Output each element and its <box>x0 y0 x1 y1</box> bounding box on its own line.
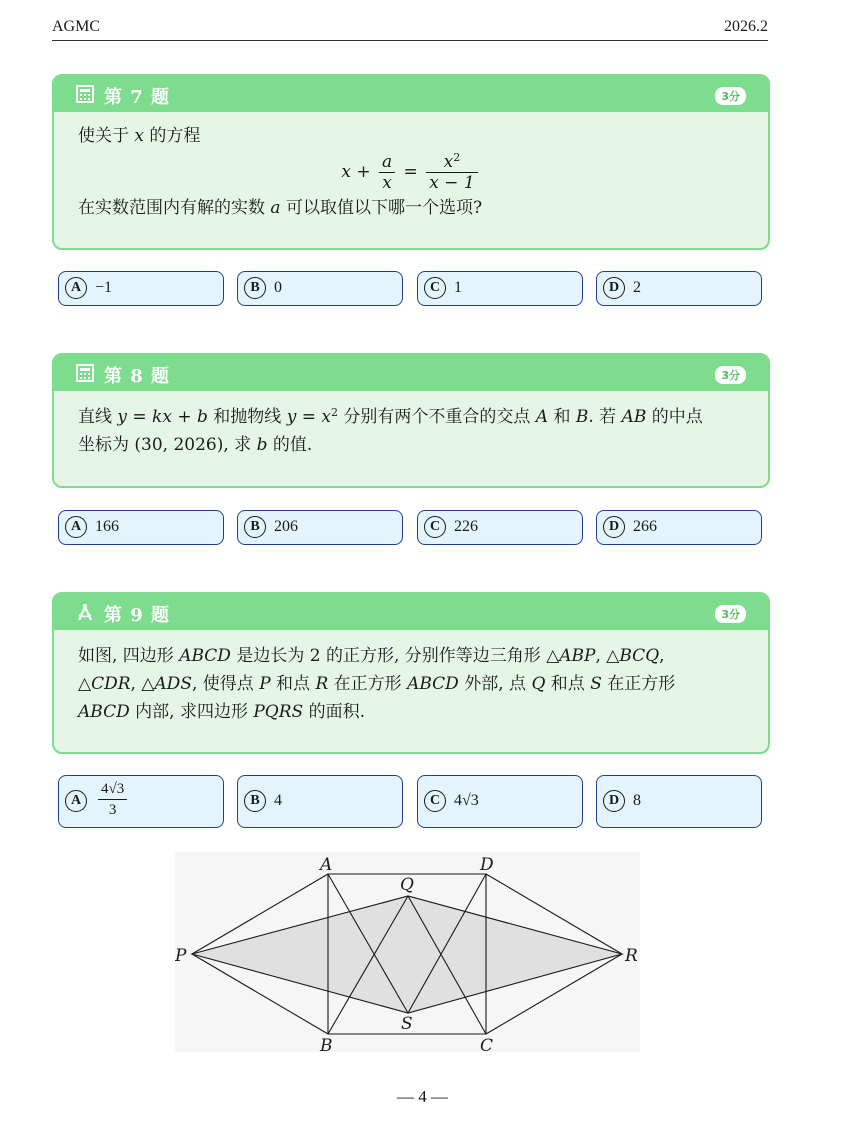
option-value: 0 <box>274 279 282 296</box>
option-value: 266 <box>633 518 657 535</box>
option-letter: B <box>244 277 266 299</box>
frac-den: x <box>382 173 392 193</box>
text: , 使得点 <box>191 674 260 694</box>
text: , <box>659 646 665 666</box>
text: 的方程 <box>144 126 201 146</box>
q8-option-b[interactable] <box>237 510 403 545</box>
q9-option-b[interactable] <box>237 775 403 828</box>
math-var: a <box>270 198 281 218</box>
math-var: x <box>134 126 144 146</box>
math: A <box>535 407 549 427</box>
question-7-body <box>54 112 768 232</box>
option-letter: D <box>603 277 625 299</box>
option-letter: C <box>424 790 446 812</box>
text: 和点 <box>270 674 316 694</box>
math: PQRS <box>253 702 304 722</box>
text: 在正方形 <box>601 674 676 694</box>
text: 和 <box>548 407 576 427</box>
frac-den: 3 <box>108 802 117 818</box>
eq-plus: + <box>350 162 376 182</box>
q8-option-c[interactable] <box>417 510 583 545</box>
math: b <box>256 435 268 455</box>
frac-num: x <box>443 152 454 172</box>
question-8-box <box>52 353 770 488</box>
eq-x: x <box>341 162 351 182</box>
text: 是边长为 2 的正方形, 分别作等边三角形 △ <box>230 646 560 666</box>
page-header <box>52 16 768 41</box>
math: ABCD <box>407 674 459 694</box>
text: 的中点 <box>646 407 703 427</box>
text: 坐标为 (30, 2026), 求 <box>78 435 257 455</box>
text: 如图, 四边形 <box>78 646 180 666</box>
calculator-icon <box>76 85 94 103</box>
option-value: 226 <box>454 518 478 535</box>
points-badge: 3分 <box>715 87 746 105</box>
q7-equation <box>78 150 744 194</box>
q9-line3 <box>78 698 744 726</box>
option-value: 206 <box>274 518 298 535</box>
option-fraction <box>98 779 127 820</box>
option-letter: B <box>244 516 266 538</box>
text: 外部, 点 <box>458 674 532 694</box>
q8-option-d[interactable] <box>596 510 762 545</box>
points-badge: 3分 <box>715 605 746 623</box>
header-right: 2026.2 <box>724 18 768 35</box>
text: 可以取值以下哪一个选项? <box>280 198 483 218</box>
q9-option-a[interactable] <box>58 775 224 828</box>
question-8-body <box>54 391 768 469</box>
eq-equals: = <box>398 162 424 182</box>
frac-num: 4√3 <box>98 779 127 800</box>
q9-line2 <box>78 670 744 698</box>
question-title: 第 9 题 <box>104 605 171 626</box>
q7-option-b[interactable] <box>237 271 403 306</box>
math: ADS <box>154 674 192 694</box>
q8-option-a[interactable] <box>58 510 224 545</box>
option-value: 4 <box>274 792 282 809</box>
text: 和抛物线 <box>207 407 287 427</box>
question-title: 第 8 题 <box>104 366 171 387</box>
option-value: 8 <box>633 792 641 809</box>
option-value: 166 <box>95 518 119 535</box>
math: R <box>315 674 329 694</box>
text: 分别有两个不重合的交点 <box>337 407 536 427</box>
eq-frac-2 <box>426 152 477 193</box>
question-8-header <box>54 355 768 391</box>
option-letter: C <box>424 277 446 299</box>
question-title: 第 7 题 <box>104 87 171 108</box>
q9-option-d[interactable] <box>596 775 762 828</box>
q7-line2 <box>78 194 744 222</box>
option-letter: A <box>65 516 87 538</box>
geometry-figure <box>175 852 640 1052</box>
frac-den: x − 1 <box>429 173 475 193</box>
text: 内部, 求四边形 <box>129 702 254 722</box>
points-badge: 3分 <box>715 366 746 384</box>
text: 在正方形 <box>328 674 408 694</box>
text: , △ <box>130 674 155 694</box>
calculator-icon <box>76 364 94 382</box>
label-p: P <box>175 946 187 966</box>
q9-line1 <box>78 642 744 670</box>
label-q: Q <box>400 875 414 895</box>
option-letter: D <box>603 516 625 538</box>
question-9-box <box>52 592 770 754</box>
option-letter: A <box>65 790 87 812</box>
math: CDR <box>91 674 131 694</box>
text: 的值. <box>267 435 313 455</box>
q8-line1 <box>78 403 744 431</box>
text: . 若 <box>588 407 622 427</box>
text: △ <box>78 674 92 694</box>
compass-icon <box>76 603 94 621</box>
q7-option-a[interactable] <box>58 271 224 306</box>
frac-num: a <box>379 152 395 173</box>
math: y = kx + b <box>117 407 208 427</box>
option-letter: A <box>65 277 87 299</box>
math: P <box>259 674 271 694</box>
q9-option-c[interactable] <box>417 775 583 828</box>
question-9-body <box>54 630 768 736</box>
math: Q <box>531 674 546 694</box>
math: AB <box>621 407 647 427</box>
option-letter: C <box>424 516 446 538</box>
question-9-header <box>54 594 768 630</box>
math: ABCD <box>78 702 130 722</box>
math: B <box>575 407 589 427</box>
figure-svg <box>175 852 640 1052</box>
text: 和点 <box>545 674 591 694</box>
label-c: C <box>480 1036 494 1052</box>
text: 在实数范围内有解的实数 <box>78 198 271 218</box>
question-7-header <box>54 76 768 112</box>
option-letter: D <box>603 790 625 812</box>
math: ABCD <box>179 646 231 666</box>
math: BCQ <box>619 646 660 666</box>
question-7-box <box>52 74 770 250</box>
label-d: D <box>480 855 494 875</box>
page-number: — 4 — <box>397 1087 448 1106</box>
q7-line1 <box>78 122 744 150</box>
math: ABP <box>559 646 596 666</box>
label-s: S <box>401 1014 413 1034</box>
text: 直线 <box>78 407 118 427</box>
label-r: R <box>625 946 638 966</box>
option-letter: B <box>244 790 266 812</box>
option-value: 2 <box>633 279 641 296</box>
q7-option-d[interactable] <box>596 271 762 306</box>
header-left: AGMC <box>52 18 101 35</box>
exponent: 2 <box>330 406 338 419</box>
q8-line2 <box>78 431 744 459</box>
math: y = x <box>286 407 331 427</box>
label-b: B <box>320 1036 333 1052</box>
q7-option-c[interactable] <box>417 271 583 306</box>
math: S <box>590 674 602 694</box>
text: 的面积. <box>303 702 365 722</box>
label-a: A <box>320 855 333 875</box>
exponent: 2 <box>453 151 461 164</box>
text: 使关于 <box>78 126 135 146</box>
option-value: 1 <box>454 279 462 296</box>
option-value: −1 <box>95 279 113 296</box>
option-value: 4√3 <box>454 792 479 809</box>
eq-frac-1 <box>379 152 395 193</box>
text: , △ <box>595 646 620 666</box>
pqrs-shaded-quad <box>192 896 622 1013</box>
